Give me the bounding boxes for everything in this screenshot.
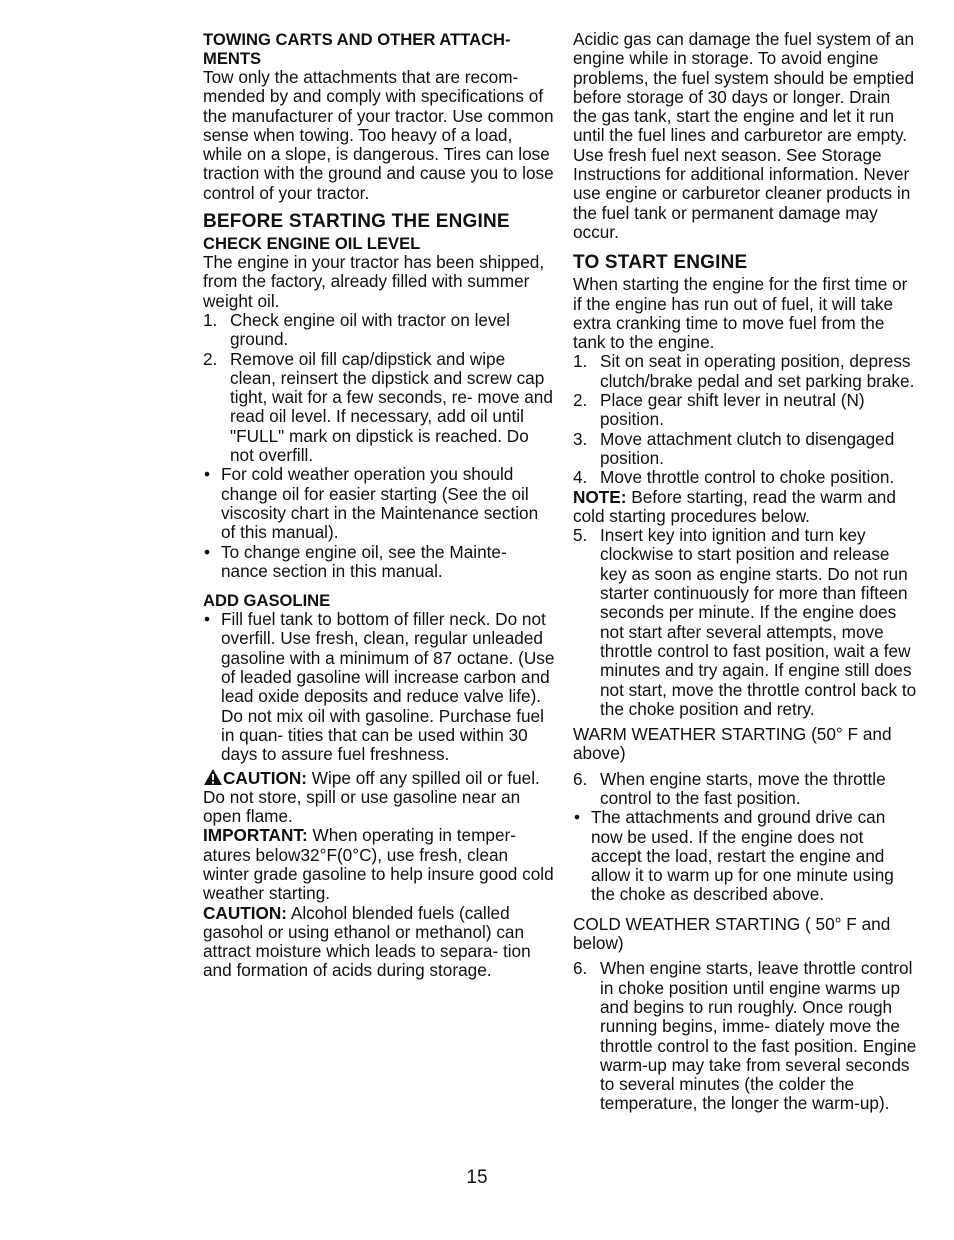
oil-steps xyxy=(203,311,555,465)
acidic-gas-text: Acidic gas can damage the fuel system of an engine while in storage. To avoid engine problems, the fuel system should be emptied before storage of 30 days or longer. Drain the gas tank, start the engine and let it run until the fuel lines and carburetor are empty. Use fresh fuel next season. See Storage Instructions for additional information. Never use engine or carburetor cleaner products in the fuel tank or permanent damage may occur. xyxy=(573,29,915,242)
step-number: 5. xyxy=(573,525,588,546)
bullet-text: To change engine oil, see the Mainte- nance section in this manual. xyxy=(221,541,507,581)
caution-alcohol-paragraph xyxy=(203,904,555,981)
warm-weather-heading: WARM WEATHER STARTING (50° F and above) xyxy=(573,724,892,764)
step-text: Sit on seat in operating position, depress clutch/brake pedal and set parking brake. xyxy=(600,351,915,391)
note-text: Before starting, read the warm and cold starting procedures below. xyxy=(573,486,896,526)
list-item xyxy=(573,808,918,904)
list-item xyxy=(573,526,918,719)
warm-steps xyxy=(573,770,918,809)
list-item xyxy=(203,311,555,350)
important-paragraph xyxy=(203,826,555,903)
oil-intro: The engine in your tractor has been shipped, from the factory, already filled with summer weight oil. xyxy=(203,252,545,311)
check-oil-heading: CHECK ENGINE OIL LEVEL xyxy=(203,234,421,254)
cold-weather-heading: COLD WEATHER STARTING ( 50° F and below) xyxy=(573,913,891,954)
step-text: Move throttle control to choke position. xyxy=(600,467,895,488)
step-number: 1. xyxy=(573,351,588,372)
bullet-icon: • xyxy=(204,609,211,630)
step-text: When engine starts, move the throttle control to the fast position. xyxy=(600,768,886,808)
important-label: IMPORTANT: xyxy=(203,825,308,846)
step-number: 1. xyxy=(203,309,218,330)
start-intro: When starting the engine for the first time or if the engine has run out of fuel, it will take extra cranking time to move fuel from the tank to the engine. xyxy=(573,274,908,353)
step-text: Check engine oil with tractor on level ground. xyxy=(230,309,510,350)
bullet-text: For cold weather operation you should change oil for easier starting (See the oil viscosity chart in the Maintenance section of this manual). xyxy=(221,464,539,543)
add-gasoline-heading: ADD GASOLINE xyxy=(203,591,331,611)
bullet-icon: • xyxy=(204,464,211,485)
list-item xyxy=(573,391,918,430)
list-item xyxy=(203,543,555,582)
important-text: When operating in temper- atures below32°F(0°C), use fresh, clean winter grade gasoline to help insure good cold weather starting. xyxy=(203,825,554,904)
towing-heading: TOWING CARTS AND OTHER ATTACH- MENTS xyxy=(203,30,511,68)
step-text: Insert key into ignition and turn key clockwise to start position and release key as soon as engine starts. Do not run starter continuously for more than fifteen seconds per minute. If the engine does not start after several attempts, move throttle control to fast position, wait a few minutes and try again. If engine still does not start, move the throttle control back to the choke position and retry. xyxy=(600,525,917,719)
step-5-list xyxy=(573,526,918,719)
step-number: 2. xyxy=(573,390,588,411)
bullet-text: Fill fuel tank to bottom of filler neck. Do not overfill. Use fresh, clean, regular unleaded gasoline with a minimum of 87 octane. (Use of leaded gasoline will increase carbon and lead oxide deposits and reduce valve life). Do not mix oil with gasoline. Purchase fuel in quan- tities that can be used within 30 days to assure fuel freshness. xyxy=(221,609,555,765)
step-text: Move attachment clutch to disengaged position. xyxy=(600,428,895,468)
oil-bullets xyxy=(203,465,555,581)
list-item xyxy=(573,770,918,809)
step-number: 2. xyxy=(203,348,218,369)
caution-label: CAUTION: xyxy=(223,767,308,788)
step-text: When engine starts, leave throttle control in choke position until engine warms up and begins to run roughly. Once rough running begins, imme- diately move the throttle control to the fast position. Engine warm-up may take from several seconds to several minutes (the colder the temperature, the longer the warm-up). xyxy=(600,958,917,1114)
caution-text: Alcohol blended fuels (called gasohol or using ethanol or methanol) can attract moisture which leads to separa- tion and formation of acids during storage. xyxy=(203,902,531,981)
start-steps xyxy=(573,352,918,487)
cold-steps xyxy=(573,959,918,1113)
list-item xyxy=(203,350,555,466)
warning-triangle-icon xyxy=(203,768,223,786)
step-number: 3. xyxy=(573,428,588,449)
list-item xyxy=(573,959,918,1113)
caution-text: Wipe off any spilled oil or fuel. Do not store, spill or use gasoline near an open flame. xyxy=(203,767,540,827)
towing-text: Tow only the attachments that are recom- mended by and comply with specifications of the manufacturer of your tractor. Use common sense when towing. Too heavy of a load, while on a slope, is dangerous. Tires can lose traction with the ground and cause you to lose control of your tractor. xyxy=(203,67,554,203)
list-item xyxy=(203,465,555,542)
to-start-engine-heading: TO START ENGINE xyxy=(573,252,748,274)
list-item xyxy=(203,610,555,764)
step-text: Place gear shift lever in neutral (N) position. xyxy=(600,390,865,430)
right-column xyxy=(573,30,918,1114)
bullet-icon: • xyxy=(574,807,581,828)
list-item xyxy=(573,468,918,487)
step-number: 4. xyxy=(573,467,588,488)
step-number: 6. xyxy=(573,768,588,789)
note-paragraph xyxy=(573,488,918,527)
list-item xyxy=(573,430,918,469)
list-item xyxy=(573,352,918,391)
note-label: NOTE: xyxy=(573,486,627,507)
step-text: Remove oil fill cap/dipstick and wipe clean, reinsert the dipstick and screw cap tight, wait for a few seconds, re- move and read oil level. If necessary, add oil until "FULL" mark on dipstick is reached. Do not overfill. xyxy=(230,348,553,466)
caution-paragraph xyxy=(203,768,555,827)
warm-bullets xyxy=(573,808,918,904)
before-starting-heading: BEFORE STARTING THE ENGINE xyxy=(203,211,510,233)
left-column xyxy=(203,30,555,981)
bullet-text: The attachments and ground drive can now be used. If the engine does not accept the load, restart the engine and allow it to warm up for one minute using the choke as described above. xyxy=(591,807,894,905)
bullet-icon: • xyxy=(204,541,211,562)
step-number: 6. xyxy=(573,958,588,979)
page-number: 15 xyxy=(466,1167,488,1188)
gas-bullets xyxy=(203,610,555,764)
caution-label: CAUTION: xyxy=(203,902,288,923)
